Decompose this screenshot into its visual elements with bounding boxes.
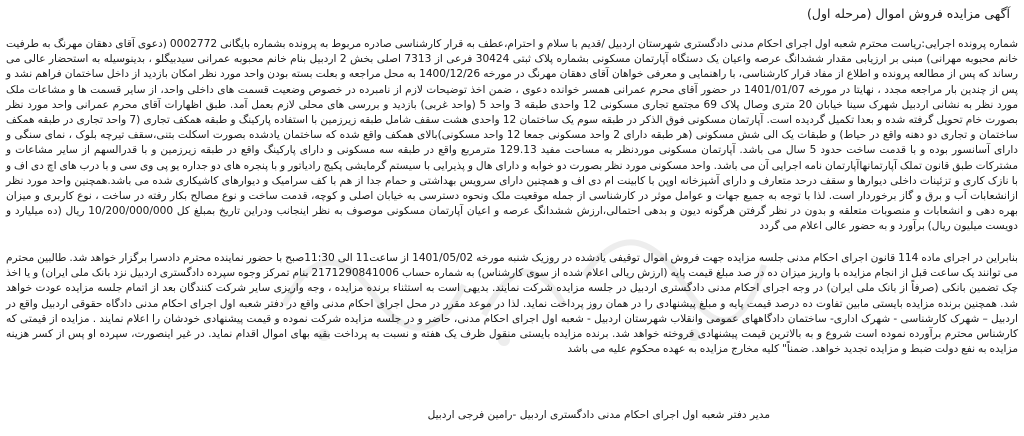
notice-paragraph-expert-report: شماره پرونده اجرایی:ریاست محترم شعبه اول اجرای احکام مدنی دادگستری شهرستان اردبیل /قدیم با سلام و احترام،عطف به قرار کارشناسی صادره مربوط به پرونده بشماره بایگانی 0002772 (دعوی آقای دهقان مهرنگ به طرفیت خانم محبوبه مهرانی) مبنی بر ارزیابی مقدار ششدانگ عرصه واعیان یک دستگاه آپارتمان مسکونی بشماره پلاک ثبتی 30424 فرعی از 7313 اصلی بخش 2 اردبیل بنام خانم محبوبه عمرانی سیدبیگلو ، بدینوسیله به استحضار عالی می رساند که پس از مطالعه پرونده و اطلاع از مفاد قرار کارشناسی، با راهنمایی و معرفی خواهان آقای دهقان مهرنگ در مورخه 1400/12/26 به محل مراجعه و بعلت بسته بودن واحد مورد نظر امکان بازدید از داخل ساختمان فراهم نشد و پس از چندین بار مراجعه مجدد ، نهایتا در مورخه 1401/01/07 در حضور آقای محرم عمرانی همسر خوانده دعوی ، ضمن اخذ توضیحات لازم از نامبرده در خصوص وضعیت قسمت های داخلی واحد، از سایر قسمت ها و مشاعات ملک مورد نظر به نشانی اردبیل شهرک سینا خیابان 20 متری وصال پلاک 69 مجتمع تجاری مسکونی 12 واحدی طبقه 3 واحد 5 (واحد غربی) بازدید و بررسی های محلی لازم بعمل آمد. طبق اظهارات آقای محرم عمرانی واحد مورد نظر بصورت خام تحویل گرفته شده و بعدا تکمیل گردیده است. آپارتمان مسکونی فوق الذکر در طبقه سوم یک ساختمان 12 واحدی هشت سقف شامل طبقه زیرزمین با استفاده پارکینگ و طبقه همکف تجاری (7 واحد تجاری در طبقه همکف ساختمان و تجاری دو دهنه واقع در حیاط) و طبقات یک الی شش مسکونی (هر طبقه دارای 2 واحد مسکونی جمعا 12 واحد مسکونی)بالای همکف واقع شده که ساختمان یادشده بصورت اسکلت بتنی،سقف تیرچه بلوک ، نمای سنگی و دارای آسانسور بوده و با قدمت ساخت حدود 5 سال می باشد. آپارتمان مسکونی موردنظر به مساحت مفید 129.13 مترمربع واقع در طبقه سه مسکونی و دارای پارکینگ واقع در طبقه زیرزمین و با قدرالسهم از سایر مشاعات و مشترکات طبق قانون تملک آپارتمانهاآپارتمان نامه اجرایی آن می باشد. واحد مسکونی مورد نظر بصورت دو خوابه و دارای هال و پذیرایی با سیستم گرمایشی پکیج رادیاتور و با پنجره های دو جداره یو پی وی سی و با درب های اچ دی اف و با نازک کاری و تزئینات داخلی دیوارها و سقف درحد متعارف و دارای آشپزخانه اوپن با کابینت ام دی اف و همچنین دارای سرویس بهداشتی و حمام جدا از هم با کف سرامیک و دیوارهای کاشیکاری شده می باشد.همچنین واحد مورد نظر ازانشعابات آب و برق و گاز برخوردار است. لذا با توجه به جمیع جهات و عوامل موثر در کارشناسی از جمله موقعیت ملک ونحوه دسترسی به خیابان اصلی و کوچه، قدمت ساخت و نوع مصالح بکار رفته در ساخت ، نوع کاربری و میزان بهره دهی و انشعابات و منصوبات متعلقه و بدون در نظر گرفتن هرگونه دیون و بدهی احتمالی،ارزش ششدانگ عرصه و اعیان آپارتمان مسکونی موصوف به نظر اینجانب ودراین تاریخ بمبلغ کل 10/200/000/000 ریال (ده میلیارد و دویست میلیون ریال) برآورد و به حضور عالی اعلام می گردد [6,38,1019,233]
notice-title: آگهی مزایده فروش اموال (مرحله اول) [807,6,1010,21]
notice-page [4,0,1020,436]
notice-paragraph-auction-terms: بنابراین در اجرای ماده 114 قانون اجرای احکام مدنی جلسه مزایده جهت فروش اموال توقیفی یادشده در روزیک شنبه مورخه 1401/05/02 از ساعت11 الی 11:30صبح با حضور نماینده محترم دادسرا برگزار خواهد شد. طالبین محترم می توانند یک ساعت قبل از انجام مزایده با واریز میزان ده در صد مبلغ قیمت پایه (ارزش ریالی اعلام شده از سوی کارشناس) به شماره حساب 2171290841006 بنام تمرکز وجوه سپرده دادگستری اردبیل نزد بانک ملی ایران) و یا اخذ چک تضمین بانکی (صرفاً از بانک ملی ایران) در وجه اجرای احکام مدنی دادگستری اردبیل در جلسه مزایده شرکت نمایند. بدیهی است به استثناء برنده مزایده ، وجه واریزی سایر شرکت کنندگان بعد از اتمام جلسه مزایده عودت خواهد شد. همچنین برنده مزایده بایستی مابین تفاوت ده درصد قیمت پایه و مبلغ پیشنهادی را در همان روز پرداخت نماید. لذا در موعد مقرر در محل اجرای احکام مدنی واقع در دفتر شعبه اول اجرای احکام مدنی دادگاه حقوقی اردبیل واقع در اردبیل – شهرک کارشناسی - شهرک اداری- ساختمان دادگاههای عمومی وانقلاب شهرستان اردبیل - شعبه اول اجرای احکام مدنی، حاضر و در جلسه مزایده شرکت نموده و قیمت پیشنهادی خودشان را اعلام نمایند . مزایده از قیمتی که کارشناس محترم برآورده نموده است شروع و به بالاترین قیمت پیشنهادی فروخته خواهد شد. برنده مزایده بایستی منقول ظرف یک هفته و نسبت به پرداخت بقیه بهای اموال اقدام نماید. در غیر اینصورت، سپرده او پس از کسر هزینه مزایده به نفع دولت ضبط و مزایده تجدید خواهد. ضمناً" کلیه مخارج مزایده به عهده محکوم علیه می باشد [6,252,1019,356]
notice-signature: مدیر دفتر شعبه اول اجرای احکام مدنی دادگستری اردبیل -رامین فرجی اردبیل [427,409,770,421]
